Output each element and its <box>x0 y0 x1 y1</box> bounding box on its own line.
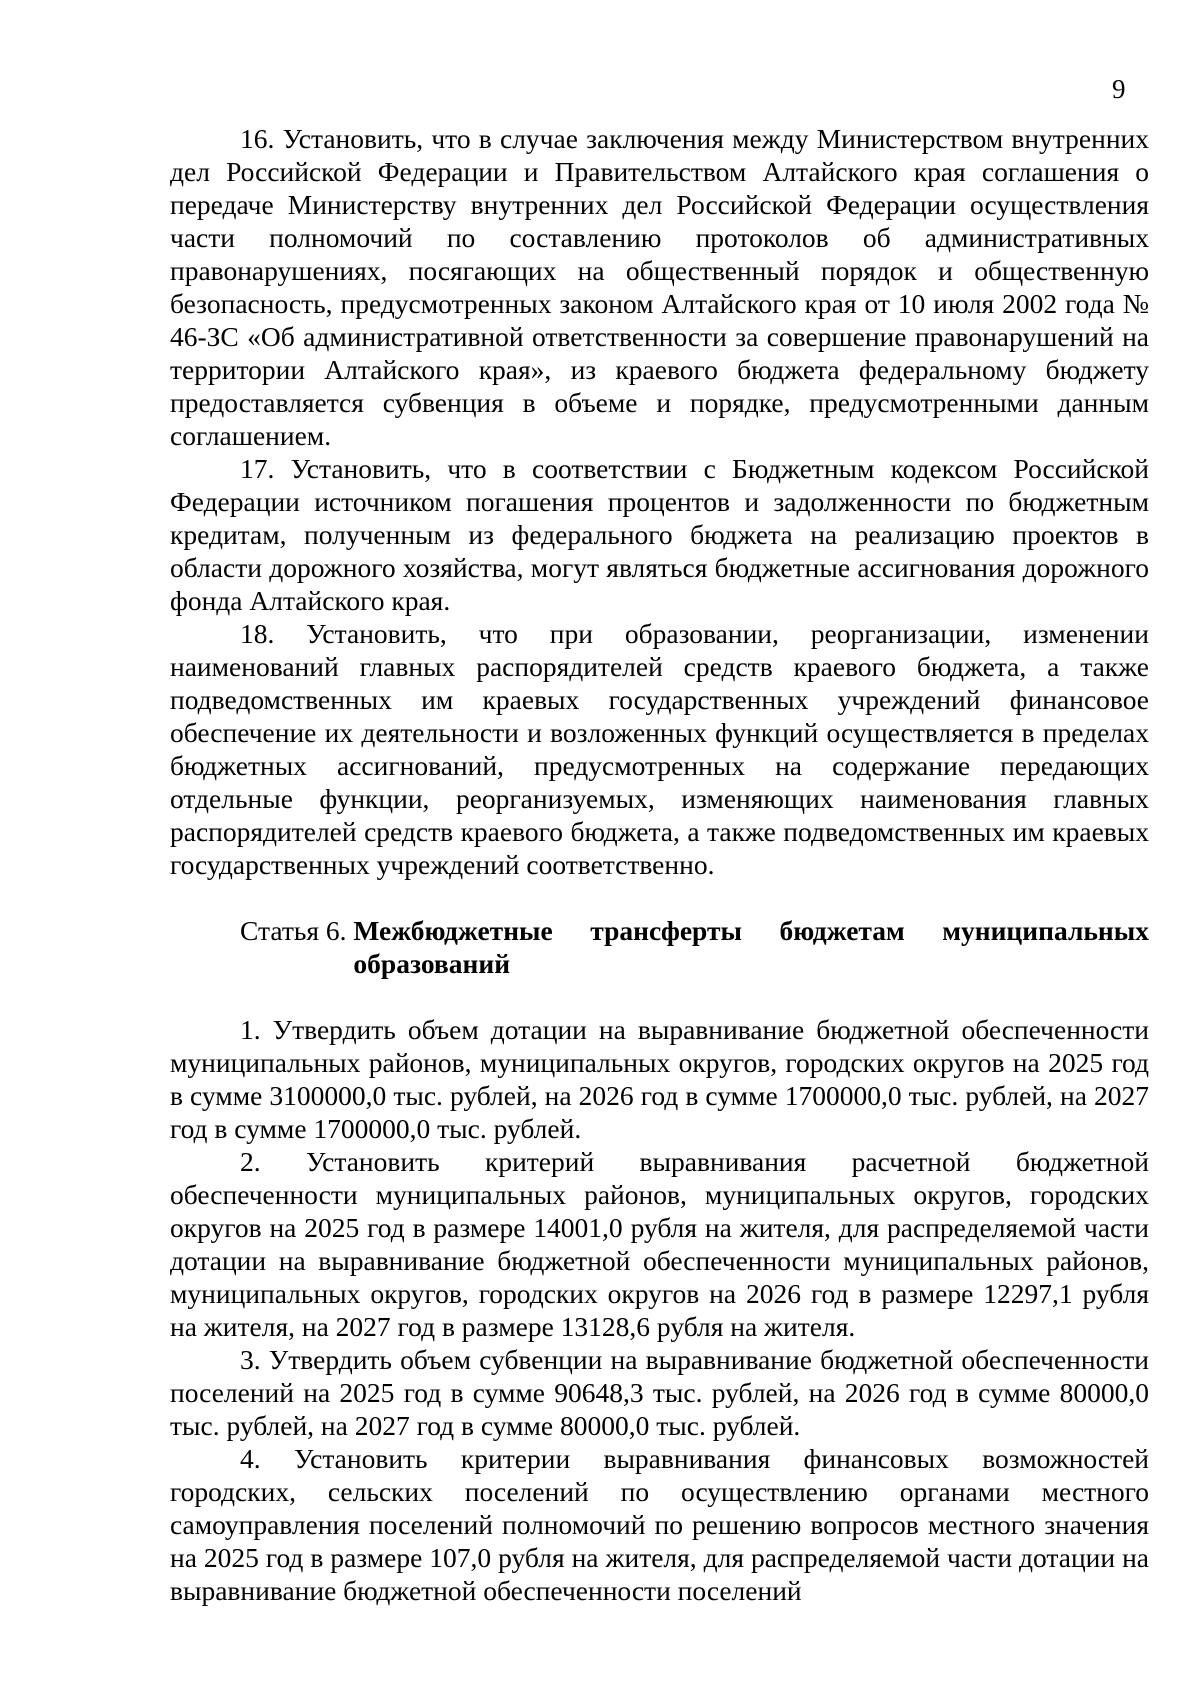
document-body <box>170 122 1149 1607</box>
paragraph-3: 3. Утвердить объем субвенции на выравнивание бюджетной обеспеченности поселений на 2025 год в сумме 90648,3 тыс. рублей, на 2026 год в сумме 80000,0 тыс. рублей, на 2027 год в сумме 80000,0 тыс. рублей. <box>170 1344 1149 1441</box>
paragraph-17: 17. Установить, что в соответствии с Бюджетным кодексом Российской Федерации источником погашения процентов и задолженности по бюджетным кредитам, полученным из федерального бюджета на реализацию проектов в области дорожного хозяйства, могут являться бюджетные ассигнования дорожного фонда Алтайского края. <box>170 453 1149 616</box>
paragraph-1: 1. Утвердить объем дотации на выравнивание бюджетной обеспеченности муниципальных районов, муниципальных округов, городских округов на 2025 год в сумме 3100000,0 тыс. рублей, на 2026 год в сумме 1700000,0 тыс. рублей, на 2027 год в сумме 1700000,0 тыс. рублей. <box>170 1014 1149 1144</box>
paragraph-4: 4. Установить критерии выравнивания финансовых возможностей городских, сельских поселений по осуществлению органами местного самоуправления поселений полномочий по решению вопросов местного значения на 2025 год в размере 107,0 рубля на жителя, для распределяемой части дотации на выравнивание бюджетной обеспеченности поселений <box>170 1443 1149 1606</box>
page-number: 9 <box>1112 74 1126 104</box>
paragraph-18: 18. Установить, что при образовании, реорганизации, изменении наименований главных распорядителей средств краевого бюджета, а также подведомственных им краевых государственных учреждений финансовое обеспечение их деятельности и возложенных функций осуществляется в пределах бюджетных ассигнований, предусмотренных на содержание передающих отдельные функции, реорганизуемых, изменяющих наименования главных распорядителей средств краевого бюджета, а также подведомственных им краевых государственных учреждений соответственно. <box>170 618 1149 880</box>
article-label: Статья 6. <box>240 915 354 946</box>
article-title: Межбюджетные трансферты бюджетам муниципальных образований <box>353 915 1149 979</box>
paragraph-16: 16. Установить, что в случае заключения между Министерством внутренних дел Российской Федерации и Правительством Алтайского края соглашения о передаче Министерству внутренних дел Российской Федерации осуществления части полномочий по составлению протоколов об административных правонарушениях, посягающих на общественный порядок и общественную безопасность, предусмотренных законом Алтайского края от 10 июля 2002 года № 46-ЗС «Об административной ответственности за совершение правонарушений на территории Алтайского края», из краевого бюджета федеральному бюджету предоставляется субвенция в объеме и порядке, предусмотренными данным соглашением. <box>170 123 1149 451</box>
article-heading <box>170 914 1149 980</box>
paragraph-2: 2. Установить критерий выравнивания расчетной бюджетной обеспеченности муниципальных районов, муниципальных округов, городских округов на 2025 год в размере 14001,0 рубля на жителя, для распределяемой части дотации на выравнивание бюджетной обеспеченности муниципальных районов, муниципальных округов, городских округов на 2026 год в размере 12297,1 рубля на жителя, на 2027 год в размере 13128,6 рубля на жителя. <box>170 1146 1149 1342</box>
